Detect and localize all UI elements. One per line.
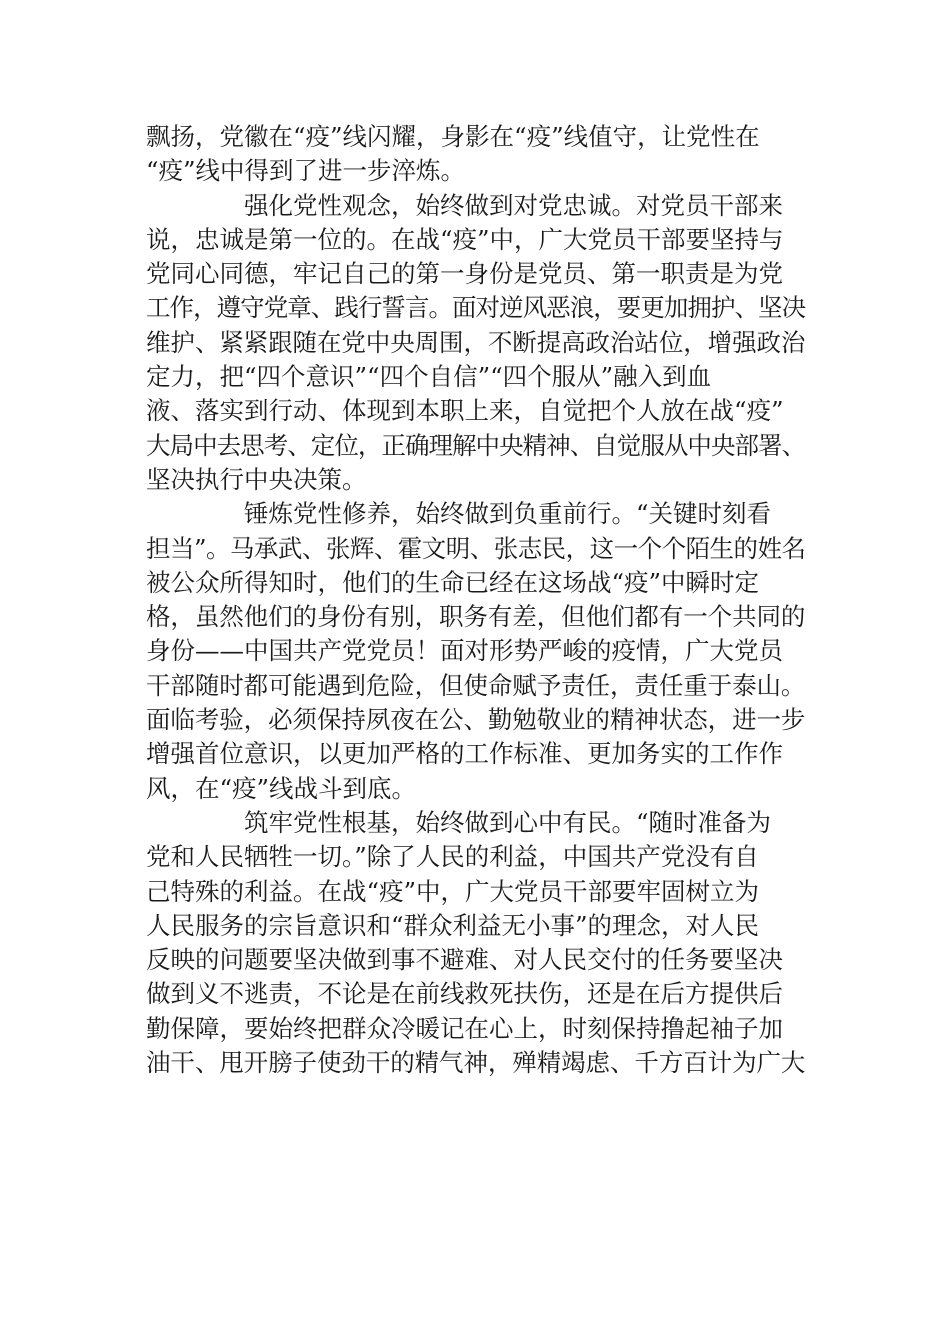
text-line: 勤保障，要始终把群众冷暖记在心上，时刻保持撸起袖子加 xyxy=(146,1013,783,1043)
paragraph-first-line: 锤炼党性修养，始终做到负重前行。“关键时刻看 xyxy=(244,499,772,529)
document-body xyxy=(146,120,806,1080)
text-line: 液、落实到行动、体现到本职上来，自觉把个人放在战“疫” xyxy=(146,396,784,426)
text-line: 大局中去思考、定位，正确理解中央精神、自觉服从中央部署、 xyxy=(146,430,806,460)
text-line: 风，在“疫”线战斗到底。 xyxy=(146,773,417,803)
text-line: 说，忠诚是第一位的。在战“疫”中，广大党员干部要坚持与 xyxy=(146,224,784,254)
text-line: 维护、紧紧跟随在党中央周围，不断提高政治站位，增强政治 xyxy=(146,327,806,357)
text-line: 格，虽然他们的身份有别，职务有差，但他们都有一个共同的 xyxy=(146,602,806,632)
paragraph-first-line: 强化党性观念，始终做到对党忠诚。对党员干部来 xyxy=(244,190,783,220)
text-line: 油干、甩开膀子使劲干的精气神，殚精竭虑、千方百计为广大 xyxy=(146,1048,806,1078)
text-line: 被公众所得知时，他们的生命已经在这场战“疫”中瞬时定 xyxy=(146,567,760,597)
text-line: 己特殊的利益。在战“疫”中，广大党员干部要牢固树立为 xyxy=(146,876,760,906)
text-line: 增强首位意识，以更加严格的工作标准、更加务实的工作作 xyxy=(146,739,783,769)
text-line: 飘扬，党徽在“疫”线闪耀，身影在“疫”线值守，让党性在 xyxy=(146,122,760,151)
text-line: 坚决执行中央决策。 xyxy=(146,464,367,494)
text-line: 定力，把“四个意识”“四个自信”“四个服从”融入到血 xyxy=(146,362,712,392)
text-line: 面临考验，必须保持夙夜在公、勤勉敬业的精神状态，进一步 xyxy=(146,705,806,735)
text-line: 工作，遵守党章、践行誓言。面对逆风恶浪，要更加拥护、坚决 xyxy=(146,293,806,323)
text-line: 身份——中国共产党党员！面对形势严峻的疫情，广大党员 xyxy=(146,636,783,666)
text-line: 党同心同德，牢记自己的第一身份是党员、第一职责是为党 xyxy=(146,259,783,289)
text-line: 反映的问题要坚决做到事不避难、对人民交付的任务要坚决 xyxy=(146,945,783,975)
text-line: 做到义不逃责，不论是在前线救死扶伤，还是在后方提供后 xyxy=(146,979,783,1009)
text-line: 担当”。马承武、张辉、霍文明、张志民，这一个个陌生的姓名 xyxy=(146,533,806,563)
paragraph-first-line: 筑牢党性根基，始终做到心中有民。“随时准备为 xyxy=(244,807,772,837)
text-line: 党和人民牺牲一切。”除了人民的利益，中国共产党没有自 xyxy=(146,842,759,872)
text-line: “疫”线中得到了进一步淬炼。 xyxy=(146,156,466,186)
text-line: 干部随时都可能遇到危险，但使命赋予责任，责任重于泰山。 xyxy=(146,670,806,700)
text-line: 人民服务的宗旨意识和“群众利益无小事”的理念，对人民 xyxy=(146,910,760,940)
